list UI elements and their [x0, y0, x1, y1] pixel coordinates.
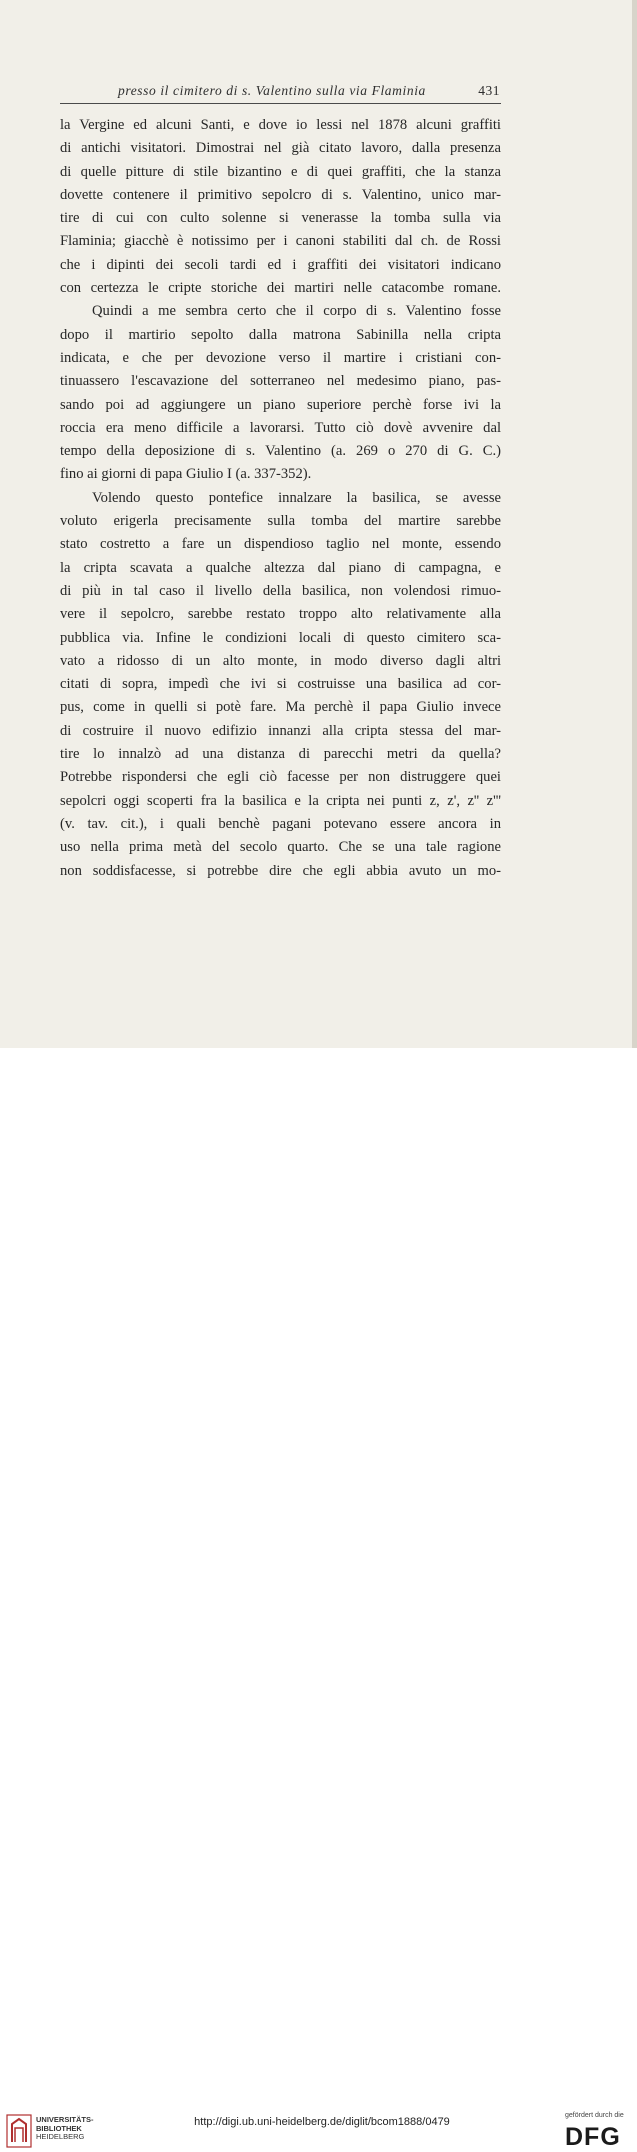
scanned-page: [0, 0, 637, 1048]
text-line: sepolcri oggi scoperti fra la basilica e la cripta nei punti z, z', z'' z''': [60, 792, 501, 809]
text-line: roccia era meno difficile a lavorarsi. Tutto ciò dovè avvenire dal: [60, 419, 501, 436]
library-name-line: HEIDELBERG: [36, 2132, 85, 2142]
text-line: la cripta scavata a qualche altezza dal piano di campagna, e: [60, 559, 501, 576]
text-line: Potrebbe rispondersi che egli ciò facesse per non distruggere quei: [60, 769, 501, 786]
library-name-line: UNIVERSITÄTS-: [36, 2115, 94, 2124]
running-title: presso il cimitero di s. Valentino sulla via Flaminia: [118, 83, 426, 98]
text-line: sando poi ad aggiungere un piano superiore perchè forse ivi la: [60, 396, 501, 413]
library-name: [36, 2116, 94, 2142]
text-line: con certezza le cripte storiche dei martiri nelle catacombe romane.: [60, 280, 501, 297]
text-line: Volendo questo pontefice innalzare la basilica, se avesse: [92, 489, 501, 506]
text-line: dopo il martirio sepolto dalla matrona Sabinilla nella cripta: [60, 326, 501, 343]
viewer-footer: [0, 1048, 637, 2151]
text-line: (v. tav. cit.), i quali benchè pagani potevano essere ancora in: [60, 815, 501, 832]
text-line: la Vergine ed alcuni Santi, e dove io lessi nel 1878 alcuni graffiti: [60, 117, 501, 133]
text-line: dovette contenere il primitivo sepolcro di s. Valentino, unico mar-: [60, 186, 501, 203]
running-head: [60, 83, 500, 101]
body-text: [60, 114, 501, 883]
text-line: tempo della deposizione di s. Valentino (a. 269 o 270 di G. C.): [60, 443, 501, 460]
permalink-url[interactable]: http://digi.ub.uni-heidelberg.de/diglit/bcom1888/0479: [194, 2116, 450, 2128]
funder-caption: gefördert durch die: [565, 2112, 624, 2119]
text-line: tire lo innalzò ad una distanza di parecchi metri da quella?: [60, 746, 501, 763]
text-line: tinuassero l'escavazione del sotterraneo nel medesimo piano, pas-: [60, 373, 501, 390]
text-line: citati di sopra, impedì che ivi si costruisse una basilica ad cor-: [60, 676, 501, 693]
dfg-logo: DFG: [565, 2123, 621, 2151]
text-line: voluto erigerla precisamente sulla tomba del martire sarebbe: [60, 513, 501, 530]
text-line: che i dipinti dei secoli tardi ed i graffiti dei visitatori indicano: [60, 256, 501, 273]
text-line: di antichi visitatori. Dimostrai nel già citato lavoro, dalla presenza: [60, 140, 501, 157]
text-line: fino ai giorni di papa Giulio I (a. 337-352).: [60, 466, 312, 483]
text-line: pus, come in quelli si potè fare. Ma perchè il papa Giulio invece: [60, 699, 501, 716]
text-line: tire di cui con culto solenne si venerasse la tomba sulla via: [60, 210, 501, 227]
page-edge: [632, 0, 637, 1048]
text-line: stato costretto a fare un dispendioso taglio nel monte, essendo: [60, 536, 501, 553]
text-line: vato a ridosso di un alto monte, in modo diverso dagli altri: [60, 652, 501, 669]
university-library-logo-icon: [6, 2114, 32, 2148]
header-rule: [60, 103, 501, 104]
text-line: uso nella prima metà del secolo quarto. Che se una tale ragione: [60, 839, 501, 856]
text-line: di costruire il nuovo edifizio innanzi alla cripta stessa del mar-: [60, 722, 501, 739]
text-line: pubblica via. Infine le condizioni locali di questo cimitero sca-: [60, 629, 501, 646]
text-line: non soddisfacesse, si potrebbe dire che egli abbia avuto un mo-: [60, 862, 501, 879]
text-line: vere il sepolcro, sarebbe restato troppo alto relativamente alla: [60, 606, 501, 623]
text-line: Quindi a me sembra certo che il corpo di s. Valentino fosse: [92, 303, 501, 320]
text-line: di più in tal caso il livello della basilica, non volendosi rimuo-: [60, 582, 501, 599]
page-number: 431: [478, 83, 500, 98]
text-line: di quelle pitture di stile bizantino e di quei graffiti, che la stanza: [60, 163, 501, 180]
text-line: indicata, e che per devozione verso il martire i cristiani con-: [60, 349, 501, 366]
library-name-line: BIBLIOTHEK: [36, 2123, 82, 2133]
text-line: Flaminia; giacchè è notissimo per i canoni stabiliti dal ch. de Rossi: [60, 233, 501, 250]
